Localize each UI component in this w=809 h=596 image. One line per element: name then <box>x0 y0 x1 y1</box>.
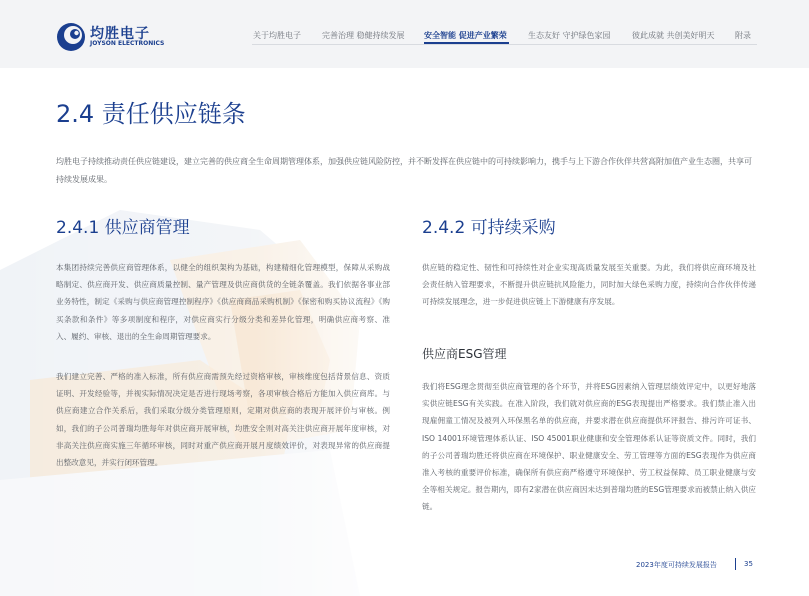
logo-mark-icon <box>56 22 86 52</box>
footer-divider <box>735 558 736 570</box>
sustainable-procurement-paragraph: 供应链的稳定性、韧性和可持续性对企业实现高质量发展至关重要。为此，我们将供应商环境及社会责任纳入管理要求，不断提升供应链抗风险能力，同时加大绿色采购力度，持续向合作伙伴传递可持续发展理念，进一步促进供应链上下游健康有序发展。 <box>422 263 756 307</box>
company-logo[interactable] <box>56 22 165 52</box>
supplier-management-paragraph-1: 本集团持续完善供应商管理体系，以健全的组织架构为基础，构建精细化管理模型，保障从采购战略制定、供应商开发、供应商质量控制、量产管理及供应商供货的全链条覆盖。我们依据各事业部业务特性，制定《采购与供应商管理控制程序》《供应商商品采购机制》《保密和购买协议流程》《购买条款和条件》等多项制度和程序，对供应商实行分级分类和差异化管理，明确供应商考察、准入、履约、审核、退出的全生命周期管理要求。 <box>56 263 390 341</box>
logo-text-cn: 均胜电子 <box>90 26 150 42</box>
nav-active-indicator <box>424 42 509 44</box>
section-title-sustainable-procurement: 2.4.2 可持续采购 <box>422 218 556 238</box>
logo-text-en: JOYSON ELECTRONICS <box>90 40 165 47</box>
nav-item-future[interactable]: 彼此成就 共创美好明天 <box>632 31 715 40</box>
esg-management-paragraph: 我们将ESG理念贯彻至供应商管理的各个环节，并将ESG因素纳入管理层绩效评定中，以更好地落实供应链ESG有关实践。在准入阶段，我们就对供应商的ESG表现提出严格要求。我们禁止准入出现雇佣童工情况及被列入环保黑名单的供应商，并要求潜在供应商提供环评报告、排污许可证书、ISO 14001环境管理体系认证、ISO 45001职业健康和安全管理体系认证等资质文件。同时，我们的子公司普瑞均胜还将供应商在环境保护、职业健康安全、劳工管理等方面的ESG表现作为供应商准入考核的重要评价标准，确保所有供应商严格遵守环境保护、劳工权益保障、员工职业健康与安全等相关规定。报告期内，即有2家潜在供应商因未达到普瑞均胜的ESG管理要求而被禁止纳入供应链。 <box>422 382 756 512</box>
nav-item-appendix[interactable]: 附录 <box>735 31 751 40</box>
footer-report-name: 2023年度可持续发展报告 <box>636 561 717 569</box>
page-number: 35 <box>744 560 753 568</box>
nav-divider <box>252 44 757 45</box>
section-title-supplier-management: 2.4.1 供应商管理 <box>56 218 190 238</box>
intro-paragraph: 均胜电子持续推动责任供应链建设，建立完善的供应商全生命周期管理体系，加强供应链风险防控，并不断发挥在供应链中的可持续影响力，携手与上下游合作伙伴共营高附加值产业生态圈，共享可持续发展成果。 <box>56 157 752 184</box>
page-header <box>0 0 809 68</box>
nav-item-ecology[interactable]: 生态友好 守护绿色家园 <box>528 31 611 40</box>
nav-item-safety-intelligence[interactable]: 安全智能 促进产业繁荣 <box>424 31 507 40</box>
nav-item-about[interactable]: 关于均胜电子 <box>253 31 301 40</box>
supplier-management-paragraph-2: 我们建立完善、严格的准入标准，所有供应商需预先经过资格审核，审核维度包括背景信息、资质证明、开发经验等，并视实际情况决定是否进行现场考察，各项审核合格后方能加入供应商库。与供应商建立合作关系后，我们采取分级分类管理原则，定期对供应商的表现开展评价与审核。例如，我们的子公司普瑞均胜每年对供应商开展审核，均胜安全则对高关注供应商开展年度审核，对非高关注供应商实施三年循环审核，同时对重产供应商开展月度绩效评价，对表现异常的供应商提出整改意见，并实行闭环管理。 <box>56 372 390 468</box>
esg-management-heading: 供应商ESG管理 <box>422 347 507 361</box>
page-title: 2.4 责任供应链条 <box>56 100 246 128</box>
nav-item-governance[interactable]: 完善治理 稳健持续发展 <box>322 31 405 40</box>
